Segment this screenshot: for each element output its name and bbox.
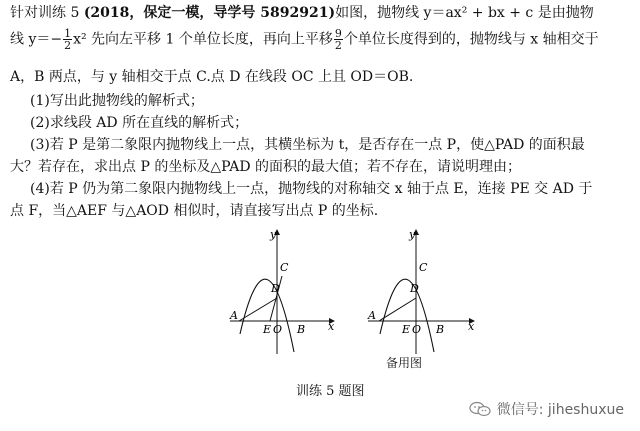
segment-ad xyxy=(379,298,416,321)
label-x: x xyxy=(328,320,335,333)
parabola-figure-main xyxy=(222,226,342,356)
label-y: y xyxy=(409,228,416,241)
question-3-line-1: (3)若 P 是第二象限内抛物线上一点，其横坐标为 t，是否存在一点 P，使△PAD 的面积最 xyxy=(30,137,585,153)
question-4-line-2: 点 F，当△AEF 与△AOD 相似时，请直接写出点 P 的坐标. xyxy=(10,203,379,219)
source-label: (2018，保定一模，导学号 5892921) xyxy=(83,5,336,21)
label-c: C xyxy=(419,261,428,274)
label-o: O xyxy=(412,323,422,336)
fraction-one-half: $\frac{1}{2}$ xyxy=(64,27,72,52)
question-3-line-2: 大？若存在，求出点 P 的坐标及△PAD 的面积的最大值；若不存在，请说明理由； xyxy=(10,159,522,175)
label-e: E xyxy=(402,323,411,336)
header-prefix: 针对训练 5 xyxy=(10,5,80,21)
question-2: (2)求线段 AD 所在直线的解析式； xyxy=(30,115,249,131)
problem-line-3: A，B 两点，与 y 轴相交于点 C.点 D 在线段 OC 上且 OD＝OB. xyxy=(10,69,414,85)
label-a: A xyxy=(230,309,238,322)
label-a: A xyxy=(368,309,376,322)
watermark xyxy=(469,399,624,419)
label-x: x xyxy=(468,320,475,333)
question-1: (1)写出此抛物线的解析式； xyxy=(30,93,204,109)
problem-line-2 xyxy=(10,28,628,51)
line2-pre: 线 y＝− xyxy=(10,31,63,48)
line2-post: 个单位长度得到的，抛物线与 x 轴相交于 xyxy=(343,31,599,48)
label-b: B xyxy=(297,323,306,336)
fraction-nine-halves: $\frac{9}{2}$ xyxy=(334,27,342,52)
label-y: y xyxy=(270,228,277,241)
label-d: D xyxy=(271,282,280,295)
label-d: D xyxy=(410,282,419,295)
header-text: 如图，抛物线 y＝ax² + bx + c 是由抛物 xyxy=(335,5,594,21)
spare-figure-caption: 备用图 xyxy=(386,356,423,370)
figure-title: 训练 5 题图 xyxy=(296,384,365,399)
label-e: E xyxy=(263,323,272,336)
line2-mid: x² 先向左平移 1 个单位长度，再向上平移 xyxy=(73,31,333,48)
problem-header xyxy=(10,4,628,22)
parabola-figure-spare xyxy=(362,226,482,356)
label-b: B xyxy=(436,323,445,336)
label-o: O xyxy=(273,323,283,336)
label-c: C xyxy=(280,261,289,274)
question-4-line-1: (4)若 P 仍为第二象限内抛物线上一点，抛物线的对称轴交 x 轴于点 E，连接 PE 交 AD 于 xyxy=(30,181,593,197)
wechat-icon xyxy=(469,401,491,417)
watermark-text: 微信号: jiheshuxue xyxy=(496,402,624,418)
